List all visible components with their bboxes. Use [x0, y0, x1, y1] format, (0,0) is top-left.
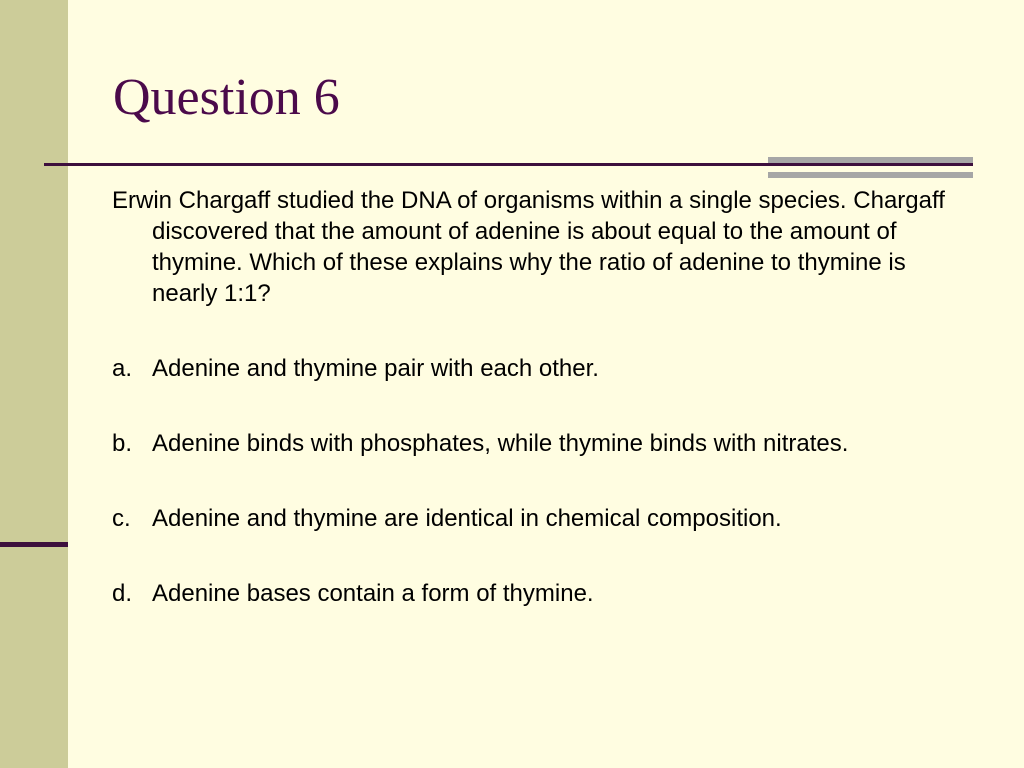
decorative-bar-top — [768, 157, 973, 163]
option-letter: d. — [112, 580, 133, 607]
option-text: Adenine bases contain a form of thymine. — [152, 580, 594, 607]
title-divider-line — [44, 163, 973, 166]
option-letter: b. — [112, 430, 133, 457]
slide-body — [112, 185, 972, 609]
answer-option-a — [112, 353, 972, 384]
option-letter: c. — [112, 505, 131, 532]
answer-option-c — [112, 503, 972, 534]
option-letter: a. — [112, 355, 133, 382]
left-accent-line — [0, 542, 68, 547]
option-text: Adenine and thymine are identical in chemical composition. — [152, 505, 782, 532]
left-decorative-band — [0, 0, 68, 768]
answer-option-d — [112, 578, 972, 609]
decorative-bar-bottom — [768, 172, 973, 178]
answer-option-b — [112, 428, 972, 459]
question-text: Erwin Chargaff studied the DNA of organisms within a single species. Chargaff discovered that the amount of adenine is about equal to the amount of thymine. Which of these explains why the ratio of adenine to thymine is nearly 1:1? — [112, 187, 945, 307]
option-text: Adenine binds with phosphates, while thymine binds with nitrates. — [152, 430, 849, 457]
slide-title: Question 6 — [113, 69, 340, 126]
option-text: Adenine and thymine pair with each other. — [152, 355, 599, 382]
